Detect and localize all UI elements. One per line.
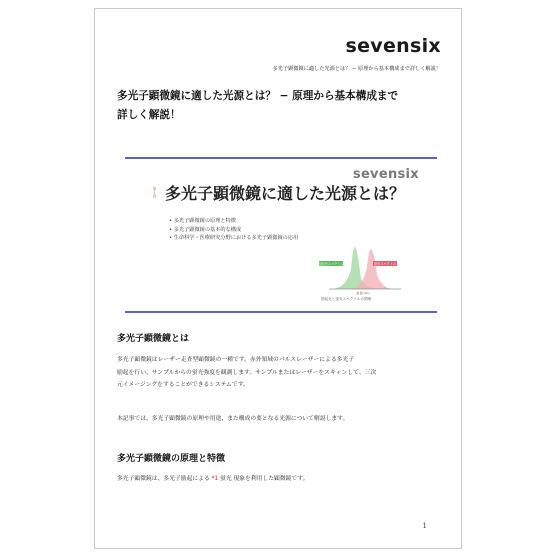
spectrum-illustration — [311, 239, 411, 299]
excitation-label: 励起光スペクトル — [318, 261, 344, 266]
figure-tag: 第１回 — [153, 187, 157, 198]
document-page — [94, 8, 462, 549]
paragraph-text-before: 多光子顕微鏡は、多光子励起による — [117, 476, 212, 482]
figure-bullet-item: • 多光子顕微鏡の原理と特徴 — [169, 217, 298, 226]
page-number: 1 — [422, 522, 427, 530]
hero-figure — [125, 157, 437, 313]
paragraph-line: 元イメージングをすることができるシステムです。 — [117, 382, 249, 388]
figure-top-rule — [125, 157, 437, 159]
page-title-line-2: 詳しく解説！ — [117, 109, 181, 121]
chart-x-label: 波長(nm) — [356, 291, 370, 295]
figure-bullet-item: • 多光子顕微鏡の基本的な構成 — [169, 226, 298, 235]
brand-logo: sevensix — [345, 35, 441, 57]
section-1-paragraph-1 — [117, 354, 447, 392]
figure-bullet-list — [169, 217, 298, 243]
figure-logo: sevensix — [352, 167, 419, 182]
fluorescence-label: 蛍光スペクトル — [373, 261, 397, 266]
section-heading-what-is: 多光子顕微鏡とは — [117, 334, 190, 344]
section-2-paragraph — [117, 473, 447, 486]
section-1-paragraph-2: 本記事では、多光子顕微鏡の原理や用途、また構成の要となる光源について解説します。 — [117, 416, 349, 422]
section-heading-principle: 多光子顕微鏡の原理と特徴 — [117, 454, 226, 464]
figure-title: 多光子顕微鏡に適した光源とは？ — [165, 184, 406, 203]
figure-bottom-rule — [125, 311, 437, 313]
paragraph-line: 多光子顕微鏡はレーザー走査型顕微鏡の一種です。赤外領域のパルスレーザーによる多光子 — [117, 357, 355, 363]
paragraph-line: 励起を行い、サンプルからの蛍光強度を観測します。サンプルまたはレーザーをスキャンして、三次 — [117, 369, 377, 376]
paragraph-text-after: 蛍光 現象を利用した顕微鏡です。 — [218, 476, 309, 482]
figure-caption: 励起光と蛍光スペクトルの関係 — [321, 297, 372, 301]
figure-bullet-item: • 生命科学・医療研究分野における多光子顕微鏡の応用 — [169, 234, 298, 243]
running-header: 多光子顕微鏡に適した光源とは？ − 原理から基本構成まで詳しく解説！ — [272, 66, 441, 72]
footnote-marker[interactable]: *1 — [211, 476, 219, 482]
page-title — [117, 87, 447, 125]
page-title-line-1: 多光子顕微鏡に適した光源とは？ − 原理から基本構成まで — [117, 90, 399, 102]
